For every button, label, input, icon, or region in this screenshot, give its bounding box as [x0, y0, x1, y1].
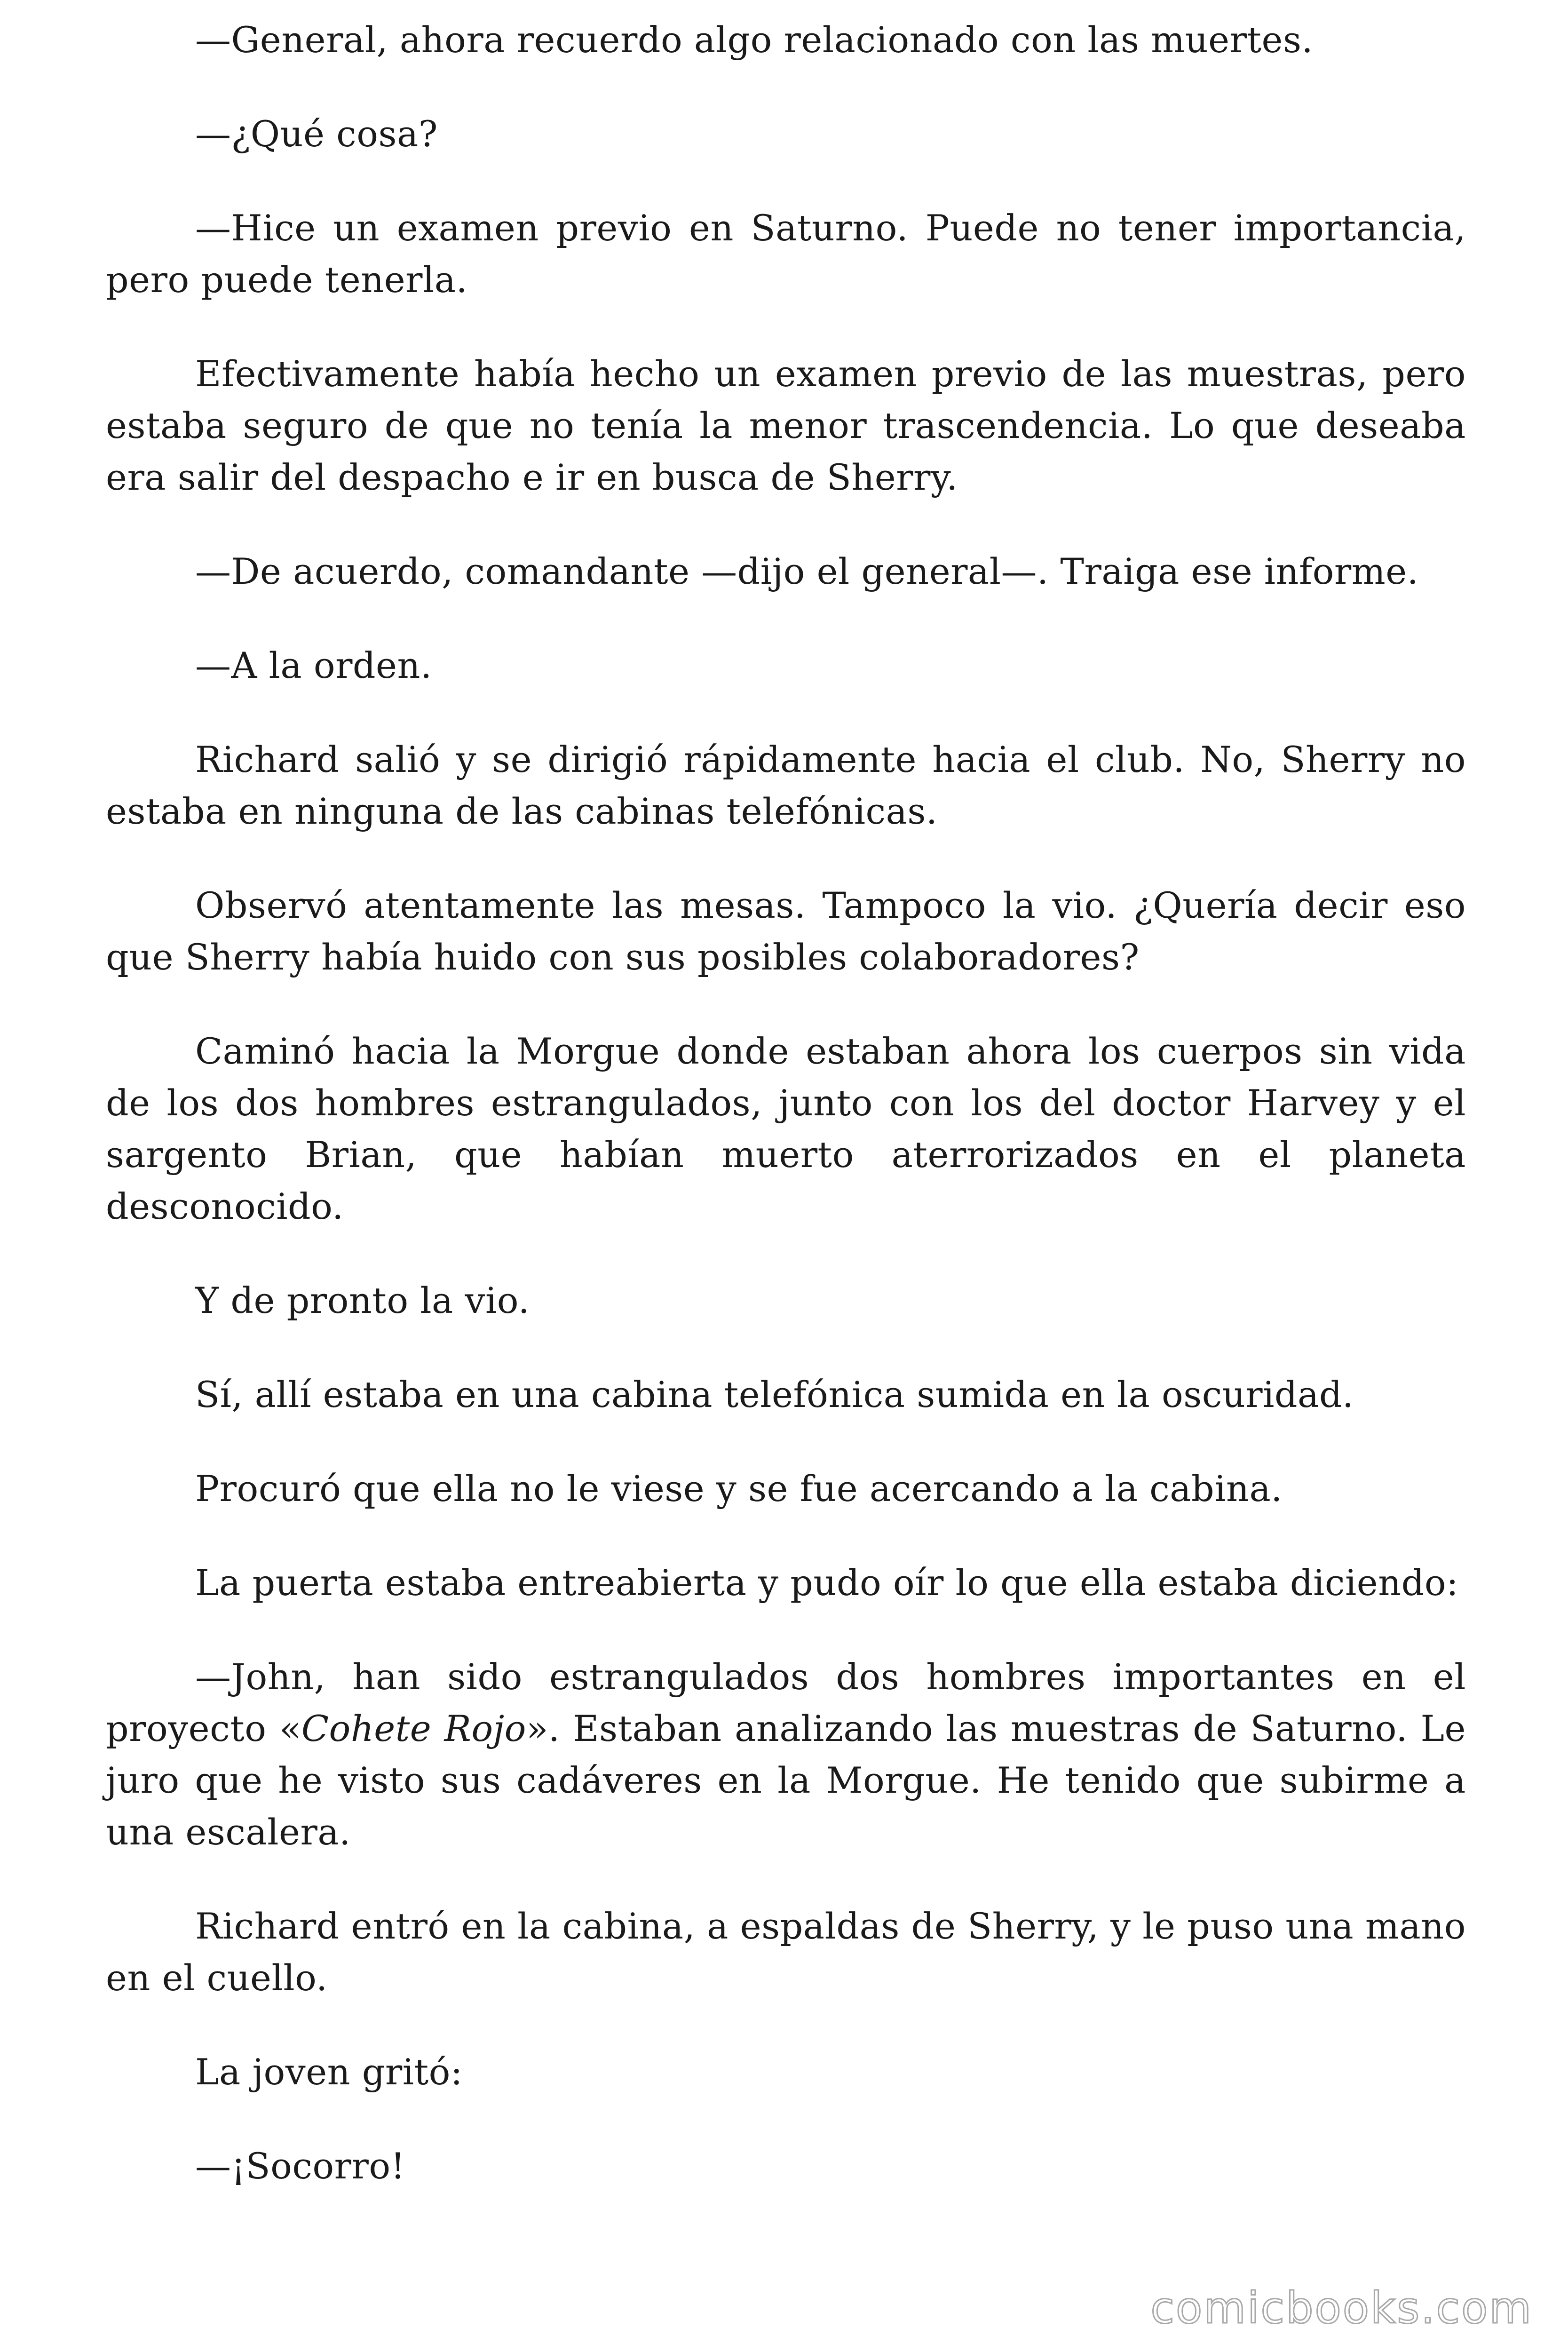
paragraph: Richard salió y se dirigió rápidamente hacia el club. No, Sherry no estaba en ninguna de las cabinas telefónicas. [106, 739, 1466, 832]
paragraph: —General, ahora recuerdo algo relacionado con las muertes. [195, 19, 1314, 61]
paragraph: —¿Qué cosa? [195, 113, 438, 155]
paragraph: —A la orden. [195, 644, 432, 686]
paragraph: —Hice un examen previo en Saturno. Puede no tener importancia, pero puede tenerla. [106, 207, 1466, 301]
paragraph: —¡Socorro! [195, 2145, 405, 2187]
paragraph: Sí, allí estaba en una cabina telefónica sumida en la oscuridad. [195, 1374, 1354, 1415]
paragraph: Y de pronto la vio. [195, 1279, 530, 1321]
paragraph-phone-call [106, 1651, 1466, 1858]
phone-call-text-before: —John, han sido estrangulados dos hombres importantes en el proyecto « [106, 1656, 1466, 1749]
paragraph: Richard entró en la cabina, a espaldas de Sherry, y le puso una mano en el cuello. [106, 1905, 1466, 1999]
paragraph: La puerta estaba entreabierta y pudo oír lo que ella estaba diciendo: [195, 1562, 1459, 1604]
project-name-italic: Cohete Rojo [301, 1708, 526, 1749]
paragraph: Procuró que ella no le viese y se fue acercando a la cabina. [195, 1468, 1283, 1510]
text-column [106, 14, 1466, 2234]
paragraph: Observó atentamente las mesas. Tampoco la vio. ¿Quería decir eso que Sherry había huido con sus posibles colaboradores? [106, 884, 1466, 978]
watermark: comicbooks.com [1150, 2283, 1533, 2333]
paragraph: —De acuerdo, comandante —dijo el general—. Traiga ese informe. [195, 550, 1419, 592]
paragraph: Efectivamente había hecho un examen previo de las muestras, pero estaba seguro de que no tenía la menor trascendencia. Lo que deseaba era salir del despacho e ir en busca de Sherry. [106, 353, 1466, 498]
paragraph: La joven gritó: [195, 2051, 463, 2093]
phone-call-text-after: ». Estaban analizando las muestras de Saturno. Le juro que he visto sus cadáveres en la Morgue. He tenido que subirme a una escalera. [106, 1708, 1466, 1853]
paragraph: Caminó hacia la Morgue donde estaban ahora los cuerpos sin vida de los dos hombres estrangulados, junto con los del doctor Harvey y el sargento Brian, que habían muerto aterrorizados en el planeta desconocido. [106, 1030, 1466, 1227]
